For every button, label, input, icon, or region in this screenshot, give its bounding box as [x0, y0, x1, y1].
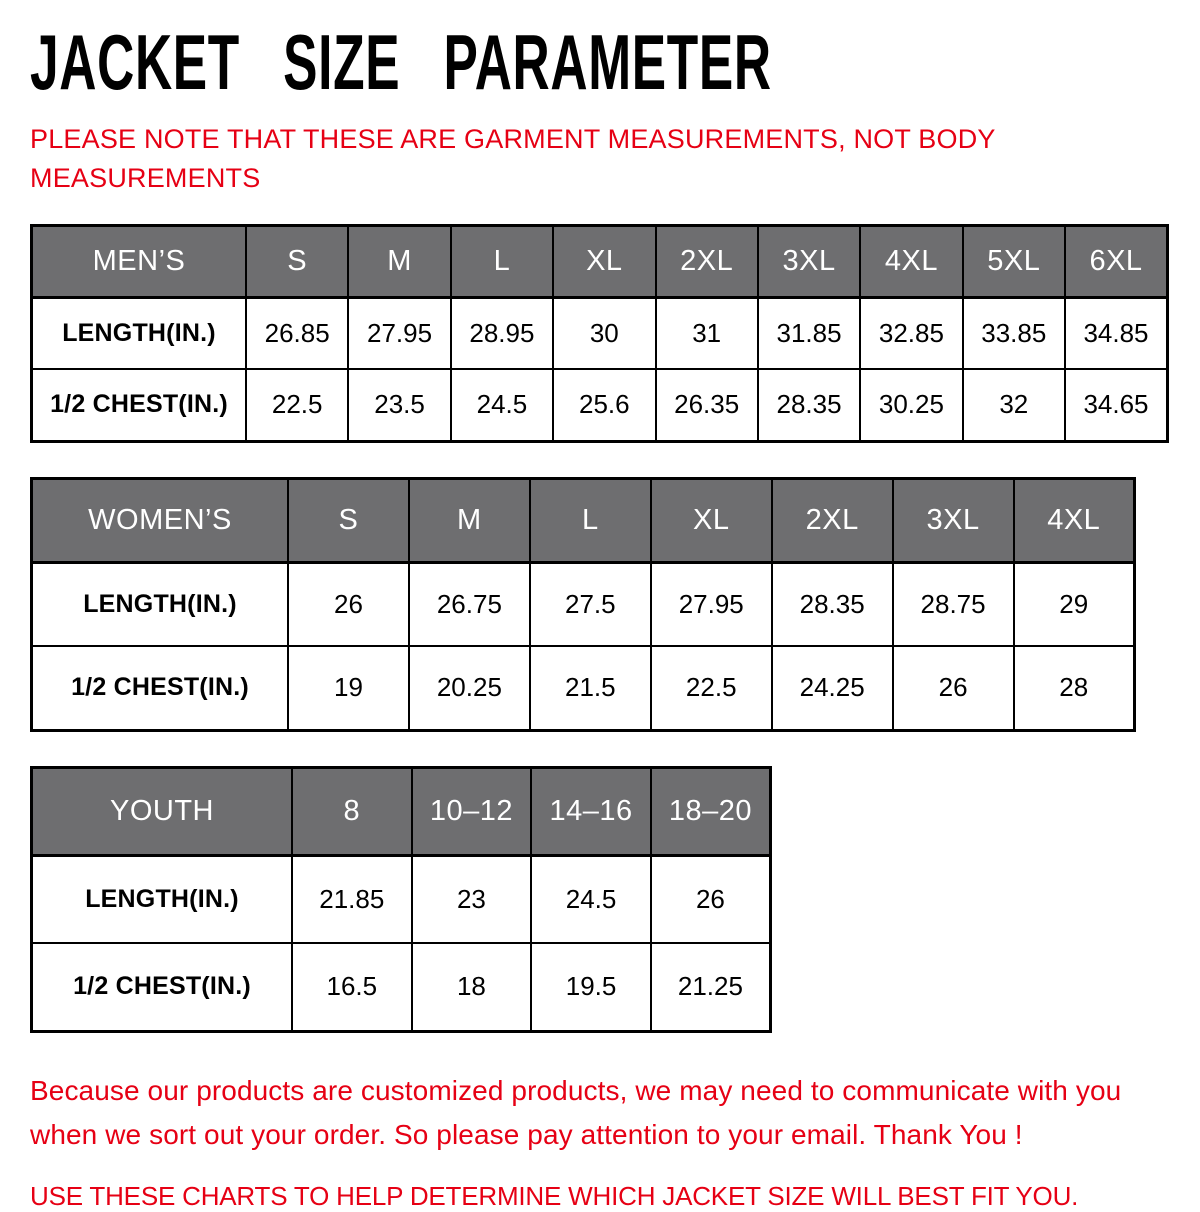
size-header-cell: L	[530, 478, 651, 562]
measure-label-cell: 1/2 CHEST(IN.)	[32, 943, 293, 1031]
size-header-cell: 4XL	[1014, 478, 1135, 562]
measurement-value-cell: 31	[656, 297, 758, 369]
measurement-row	[32, 562, 1135, 646]
womens-table-name-cell: WOMEN’S	[32, 478, 289, 562]
measurement-value-cell: 19.5	[531, 943, 651, 1031]
size-table-header-row	[32, 478, 1135, 562]
measurement-value-cell: 21.5	[530, 646, 651, 730]
measurement-value-cell: 23	[412, 855, 532, 943]
page-title-text: JACKET SIZE PARAMETER	[30, 18, 772, 106]
page-title	[30, 18, 1170, 106]
size-header-cell: M	[348, 225, 450, 297]
measurement-value-cell: 26.35	[656, 369, 758, 441]
measurement-value-cell: 26	[651, 855, 771, 943]
measurement-value-cell: 28.35	[758, 369, 860, 441]
measurement-value-cell: 26	[288, 562, 409, 646]
measurement-value-cell: 26	[893, 646, 1014, 730]
measurement-value-cell: 28.75	[893, 562, 1014, 646]
measurement-value-cell: 27.95	[651, 562, 772, 646]
measurement-value-cell: 16.5	[292, 943, 412, 1031]
measurement-value-cell: 27.95	[348, 297, 450, 369]
size-header-cell: XL	[651, 478, 772, 562]
size-header-cell: 18–20	[651, 767, 771, 855]
note-line-2: MEASUREMENTS	[30, 162, 261, 193]
size-tables-container	[30, 224, 1170, 1033]
measurement-value-cell: 24.5	[451, 369, 553, 441]
measurement-value-cell: 31.85	[758, 297, 860, 369]
size-header-cell: 3XL	[758, 225, 860, 297]
measurement-value-cell: 24.25	[772, 646, 893, 730]
customized-products-notice	[30, 1069, 1170, 1157]
size-header-cell: 6XL	[1065, 225, 1168, 297]
measurement-value-cell: 30	[553, 297, 655, 369]
note-line-1: PLEASE NOTE THAT THESE ARE GARMENT MEASUREMENTS, NOT BODY	[30, 123, 996, 154]
measurement-value-cell: 33.85	[963, 297, 1065, 369]
size-header-cell: M	[409, 478, 530, 562]
size-header-cell: L	[451, 225, 553, 297]
youth-table-name-cell: YOUTH	[32, 767, 293, 855]
size-header-cell: S	[288, 478, 409, 562]
measurement-value-cell: 20.25	[409, 646, 530, 730]
measure-label-cell: 1/2 CHEST(IN.)	[32, 369, 247, 441]
measurement-value-cell: 22.5	[651, 646, 772, 730]
measurement-value-cell: 26.85	[246, 297, 348, 369]
chart-usage-advice: USE THESE CHARTS TO HELP DETERMINE WHICH JACKET SIZE WILL BEST FIT YOU.	[30, 1181, 1079, 1212]
measurement-row	[32, 369, 1168, 441]
measurement-value-cell: 22.5	[246, 369, 348, 441]
size-table-womens	[30, 477, 1136, 732]
measurement-value-cell: 18	[412, 943, 532, 1031]
notice-line-2: when we sort out your order. So please pay attention to your email. Thank You !	[30, 1118, 1023, 1150]
measurement-value-cell: 21.85	[292, 855, 412, 943]
measurement-value-cell: 26.75	[409, 562, 530, 646]
size-table-header-row	[32, 767, 771, 855]
size-header-cell: 3XL	[893, 478, 1014, 562]
measurement-value-cell: 32	[963, 369, 1065, 441]
size-header-cell: 4XL	[860, 225, 962, 297]
size-header-cell: 5XL	[963, 225, 1065, 297]
size-header-cell: 14–16	[531, 767, 651, 855]
measure-label-cell: LENGTH(IN.)	[32, 855, 293, 943]
measurement-value-cell: 28	[1014, 646, 1135, 730]
measurement-value-cell: 25.6	[553, 369, 655, 441]
measurement-value-cell: 19	[288, 646, 409, 730]
garment-measurement-note	[30, 120, 1170, 198]
measurement-value-cell: 28.35	[772, 562, 893, 646]
size-header-cell: 2XL	[656, 225, 758, 297]
measurement-value-cell: 21.25	[651, 943, 771, 1031]
measurement-row	[32, 646, 1135, 730]
size-table-header-row	[32, 225, 1168, 297]
mens-table-name-cell: MEN’S	[32, 225, 247, 297]
measurement-value-cell: 32.85	[860, 297, 962, 369]
measure-label-cell: LENGTH(IN.)	[32, 297, 247, 369]
size-header-cell: 10–12	[412, 767, 532, 855]
measure-label-cell: 1/2 CHEST(IN.)	[32, 646, 289, 730]
measurement-value-cell: 28.95	[451, 297, 553, 369]
measurement-row	[32, 297, 1168, 369]
size-table-mens	[30, 224, 1169, 443]
size-header-cell: 8	[292, 767, 412, 855]
measurement-value-cell: 30.25	[860, 369, 962, 441]
measurement-row	[32, 855, 771, 943]
measurement-value-cell: 27.5	[530, 562, 651, 646]
notice-line-1: Because our products are customized products, we may need to communicate with you	[30, 1074, 1122, 1106]
size-header-cell: 2XL	[772, 478, 893, 562]
measurement-value-cell: 29	[1014, 562, 1135, 646]
measurement-row	[32, 943, 771, 1031]
measurement-value-cell: 34.85	[1065, 297, 1168, 369]
measurement-value-cell: 34.65	[1065, 369, 1168, 441]
size-header-cell: S	[246, 225, 348, 297]
size-table-youth	[30, 766, 772, 1033]
measurement-value-cell: 24.5	[531, 855, 651, 943]
size-header-cell: XL	[553, 225, 655, 297]
measure-label-cell: LENGTH(IN.)	[32, 562, 289, 646]
measurement-value-cell: 23.5	[348, 369, 450, 441]
